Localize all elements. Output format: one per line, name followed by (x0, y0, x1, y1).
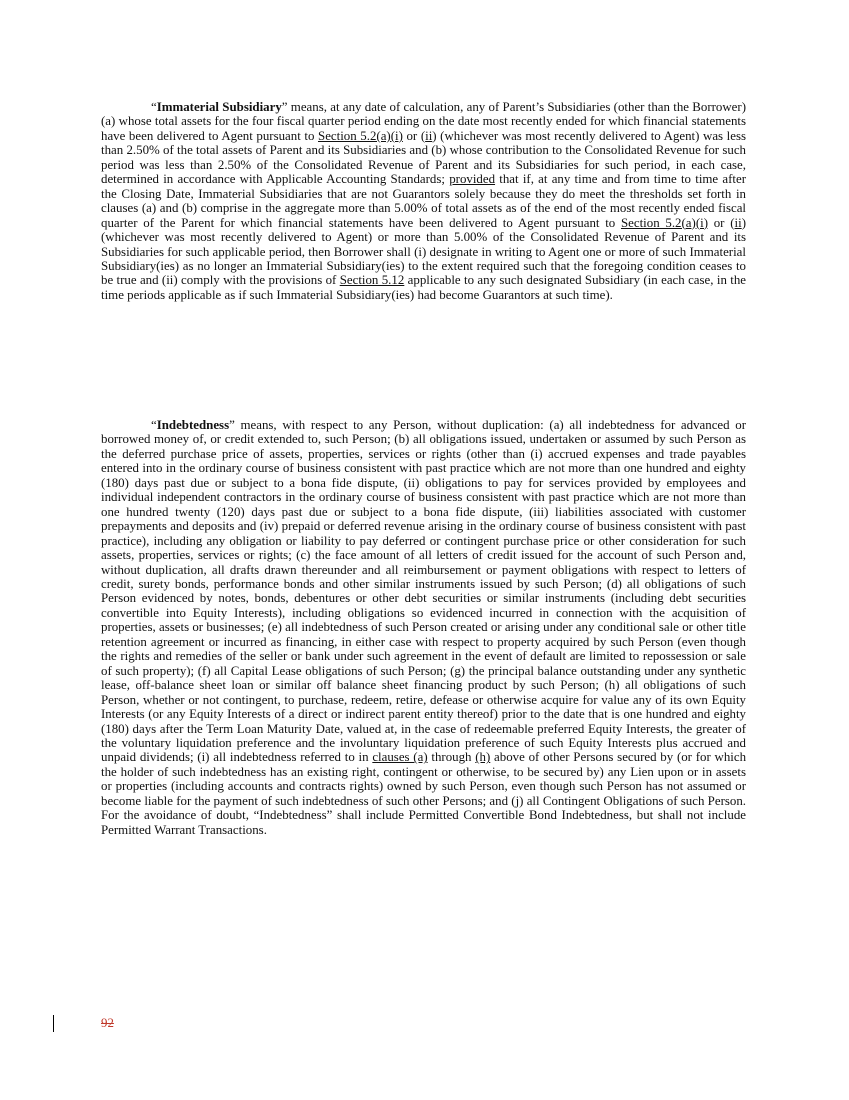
section-reference: Section 5.12 (339, 273, 405, 288)
section-reference: Section 5.2(a)(i) (620, 215, 708, 230)
definition-text: ” means, with respect to any Person, without duplication: (a) all indebtedness for advanced or borrowed money of, or credit extended to, such Person; (b) all obligations issued, undertaken or assumed by such Person as the deferred purchase price of assets, properties, services or rights (other than (i) accrued expenses and trade payables entered into in the ordinary course of business consistent with past practice which are not more than one hundred and eighty (180) days past due or subject to a bona fide dispute, (ii) obligations to pay for services provided by employees and individual independent contractors in the ordinary course of business consistent with past practice which are not more than one hundred twenty (120) days past due or subject to a bona fide dispute, (iii) liabilities associated with customer prepayments and deposits and (iv) prepaid or deferred revenue arising in the ordinary course of business consistent with past practice), including any obligation or liability to pay deferred or contingent purchase price or other consideration for such assets, properties, services or rights; (c) the face amount of all letters of credit issued for the account of such Person and, without duplication, all drafts drawn thereunder and all reimbursement or payment obligations with respect to letters of credit, surety bonds, performance bonds and other similar instruments issued by such Person; (d) all obligations of such Person evidenced by notes, bonds, debentures or other debt securities or similar instruments (including debt securities convertible into Equity Interests), including obligations so evidenced incurred in connection with the acquisition of properties, assets or businesses; (e) all indebtedness of such Person created or arising under any conditional sale or other title retention agreement or incurred as financing, in either case with respect to property acquired by such Person (even though the rights and remedies of the seller or bank under such agreement in the event of default are limited to repossession or sale of such property); (f) all Capital Lease obligations of such Person; (g) the principal balance outstanding under any synthetic lease, off-balance sheet loan or similar off balance sheet financing product by such Person; (h) all obligations of such Person, whether or not contingent, to purchase, redeem, retire, defease or otherwise acquire for value any of its own Equity Interests (or any Equity Interests of a direct or indirect parent entity thereof) prior to the date that is one hundred and eighty (180) days after the Term Loan Maturity Date, valued at, in the case of redeemable preferred Equity Interests, the greater of the voluntary liquidation preference and the involuntary liquidation preference of such Equity Interests plus accrued and unpaid dividends; (i) all indebtedness referred to in (101, 418, 746, 765)
defined-term: Indebtedness (156, 418, 230, 432)
definition-text: ” means, at any date of calculation, any of Parent’s Subsidiaries (other than the Borrower) (a) whose total assets for the four fiscal quarter period ending on the date most recently ended for which financial statements have been delivered to Agent pursuant to (101, 100, 746, 143)
page-number: 92 (101, 1016, 114, 1030)
definition-text: above of other Persons secured by (or for which the holder of such indebtedness has an existing right, contingent or otherwise, to be secured by) any Lien upon or in assets or properties (including accounts and contracts rights) owned by such Person, even though such Person has not assumed or become liable for the payment of such indebtedness of such other Persons; and (j) all Contingent Obligations of such Person. For the avoidance of doubt, “Indebtedness” shall include Permitted Convertible Bond Indebtedness, but shall not include Permitted Warrant Transactions. (101, 750, 747, 837)
definition-text: applicable to any such designated Subsidiary (in each case, in the time periods applicable as if such Immaterial Subsidiary(ies) had become Guarantors at such time). (101, 273, 747, 302)
open-quote: “ (151, 418, 157, 432)
open-quote: “ (151, 100, 157, 114)
definition-text: or ( (402, 128, 426, 143)
definition-indebtedness (101, 418, 746, 837)
section-reference: Section 5.2(a)(i) (318, 128, 403, 143)
definition-text: through (427, 750, 476, 765)
provided-keyword: provided (449, 172, 496, 187)
paragraph-indebtedness (101, 418, 746, 837)
defined-term: Immaterial Subsidiary (156, 100, 282, 114)
definition-text: or ( (707, 215, 735, 230)
section-reference: ii (425, 128, 433, 143)
definition-text: ) (whichever was most recently delivered to Agent) was less than 2.50% of the total assets of Parent and its Subsidiaries and (b) whose contribution to the Consolidated Revenue for such period was less than 2.50% of the Consolidated Revenue of Parent and its Subsidiaries for such period, in each case, determined in accordance with Applicable Accounting Standards; (101, 128, 747, 187)
definition-text: that if, at any time and from time to time after the Closing Date, Immaterial Subsidiaries that are not Guarantors solely because they do meet the thresholds set forth in clauses (a) and (b) comprise in the aggregate more than 5.00% of total assets as of the end of the most recently ended fiscal quarter of the Parent for which financial statements have been delivered to Agent pursuant to (101, 172, 746, 230)
revision-change-bar (53, 1015, 54, 1032)
definition-text: ) (whichever was most recently delivered to Agent) or more than 5.00% of the Consolidated Revenue of Parent and its Subsidiaries for such applicable period, then Borrower shall (i) designate in writing to Agent one or more of such Immaterial Subsidiary(ies) as no longer an Immaterial Subsidiary(ies) to the extent required such that the foregoing condition ceases to be true and (ii) comply with the provisions of (101, 215, 746, 288)
clause-reference: (h) (475, 750, 491, 765)
paragraph-immaterial-subsidiary (101, 100, 746, 302)
clause-reference: clauses (a) (372, 750, 428, 765)
section-reference: ii (734, 215, 742, 230)
definition-immaterial-subsidiary (101, 100, 746, 302)
